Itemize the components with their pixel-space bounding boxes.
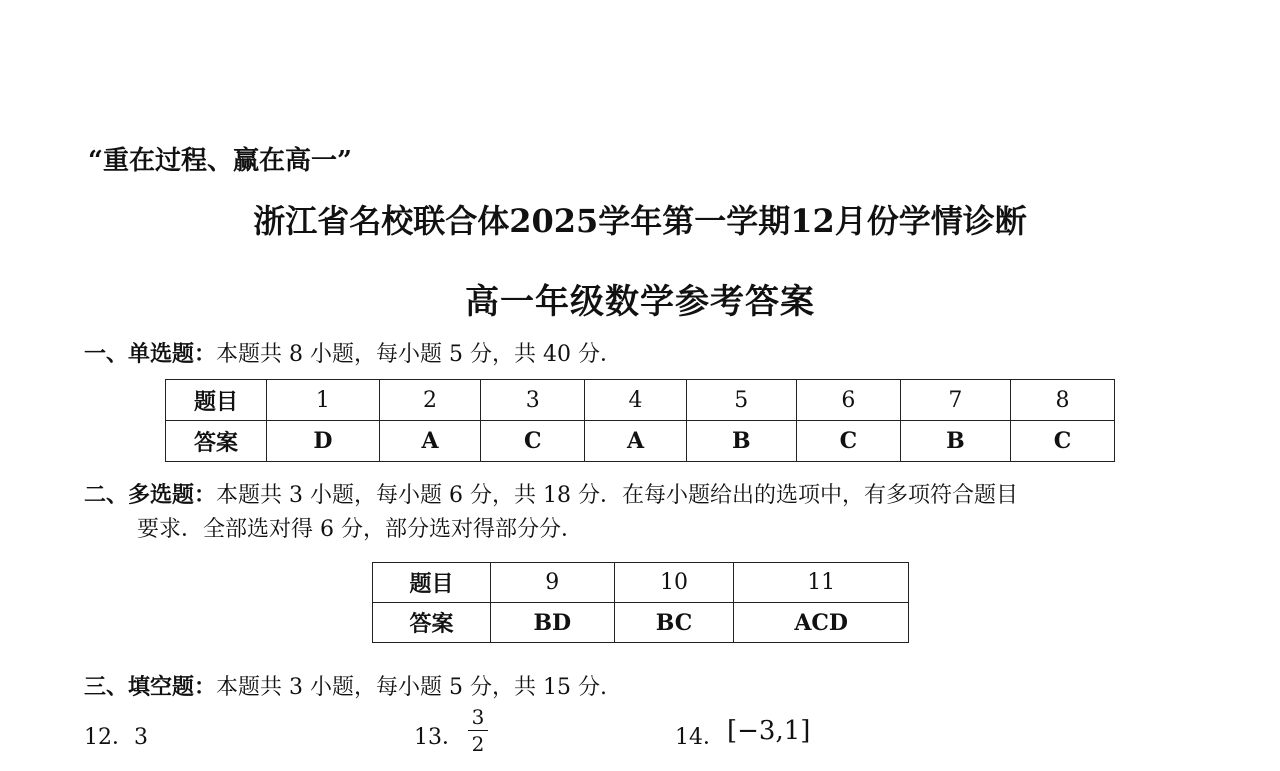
- answer-q12: 12．3: [84, 725, 148, 750]
- answer-q14-interval: [−3,1]: [727, 716, 811, 746]
- answer-cell: D: [267, 421, 380, 462]
- answer-cell: A: [585, 421, 687, 462]
- fraction-numerator: 3: [471, 705, 485, 729]
- multi-choice-answer-table: [372, 562, 909, 643]
- question-number: 2: [379, 380, 481, 421]
- section2-heading: [84, 478, 1018, 509]
- section3-heading: [84, 670, 607, 701]
- answer-q13-fraction: [468, 705, 488, 756]
- answer-key-title: 高一年级数学参考答案: [465, 282, 815, 322]
- single-choice-answer-table: [165, 379, 1115, 462]
- row-label-answer: 答案: [373, 603, 491, 643]
- section2-desc: 本题共 3 小题，每小题 6 分，共 18 分．在每小题给出的选项中，有多项符合题目: [216, 483, 1018, 508]
- answer-cell: B: [686, 421, 796, 462]
- answer-q14-label: 14．: [675, 725, 725, 750]
- answer-q13-label: 13．: [414, 725, 464, 750]
- fraction-denominator: 2: [471, 732, 485, 756]
- question-number: 7: [900, 380, 1010, 421]
- answer-cell: C: [796, 421, 900, 462]
- question-number: 11: [734, 563, 909, 603]
- answer-cell: C: [1010, 421, 1114, 462]
- section1-heading: [84, 337, 622, 368]
- slogan: “重在过程、赢在高一”: [88, 146, 352, 176]
- answer-row: [373, 603, 909, 643]
- row-label-question: 题目: [166, 380, 267, 421]
- question-number: 8: [1010, 380, 1114, 421]
- answer-cell: A: [379, 421, 481, 462]
- section1-label: 一、单选题：: [84, 341, 217, 367]
- exam-title: 浙江省名校联合体2025学年第一学期12月份学情诊断: [253, 202, 1027, 240]
- answer-cell: ACD: [734, 603, 909, 643]
- section3-label: 三、填空题：: [84, 674, 217, 700]
- fraction-bar: [468, 730, 488, 731]
- section2-desc-continued: 要求．全部选对得 6 分，部分选对得部分分．: [137, 517, 583, 542]
- answer-cell: C: [481, 421, 585, 462]
- question-number: 9: [491, 563, 615, 603]
- section2-label: 二、多选题：: [84, 482, 217, 508]
- question-number: 6: [796, 380, 900, 421]
- row-label-question: 题目: [373, 563, 491, 603]
- question-number: 1: [267, 380, 380, 421]
- question-number: 4: [585, 380, 687, 421]
- answer-cell: BC: [614, 603, 734, 643]
- question-row: [373, 563, 909, 603]
- answer-cell: BD: [491, 603, 615, 643]
- section1-desc: 本题共 8 小题，每小题 5 分，共 40 分．: [216, 342, 622, 367]
- question-number: 5: [686, 380, 796, 421]
- section3-desc: 本题共 3 小题，每小题 5 分，共 15 分.: [216, 675, 607, 700]
- answer-row: [166, 421, 1115, 462]
- answer-cell: B: [900, 421, 1010, 462]
- row-label-answer: 答案: [166, 421, 267, 462]
- question-row: [166, 380, 1115, 421]
- question-number: 10: [614, 563, 734, 603]
- question-number: 3: [481, 380, 585, 421]
